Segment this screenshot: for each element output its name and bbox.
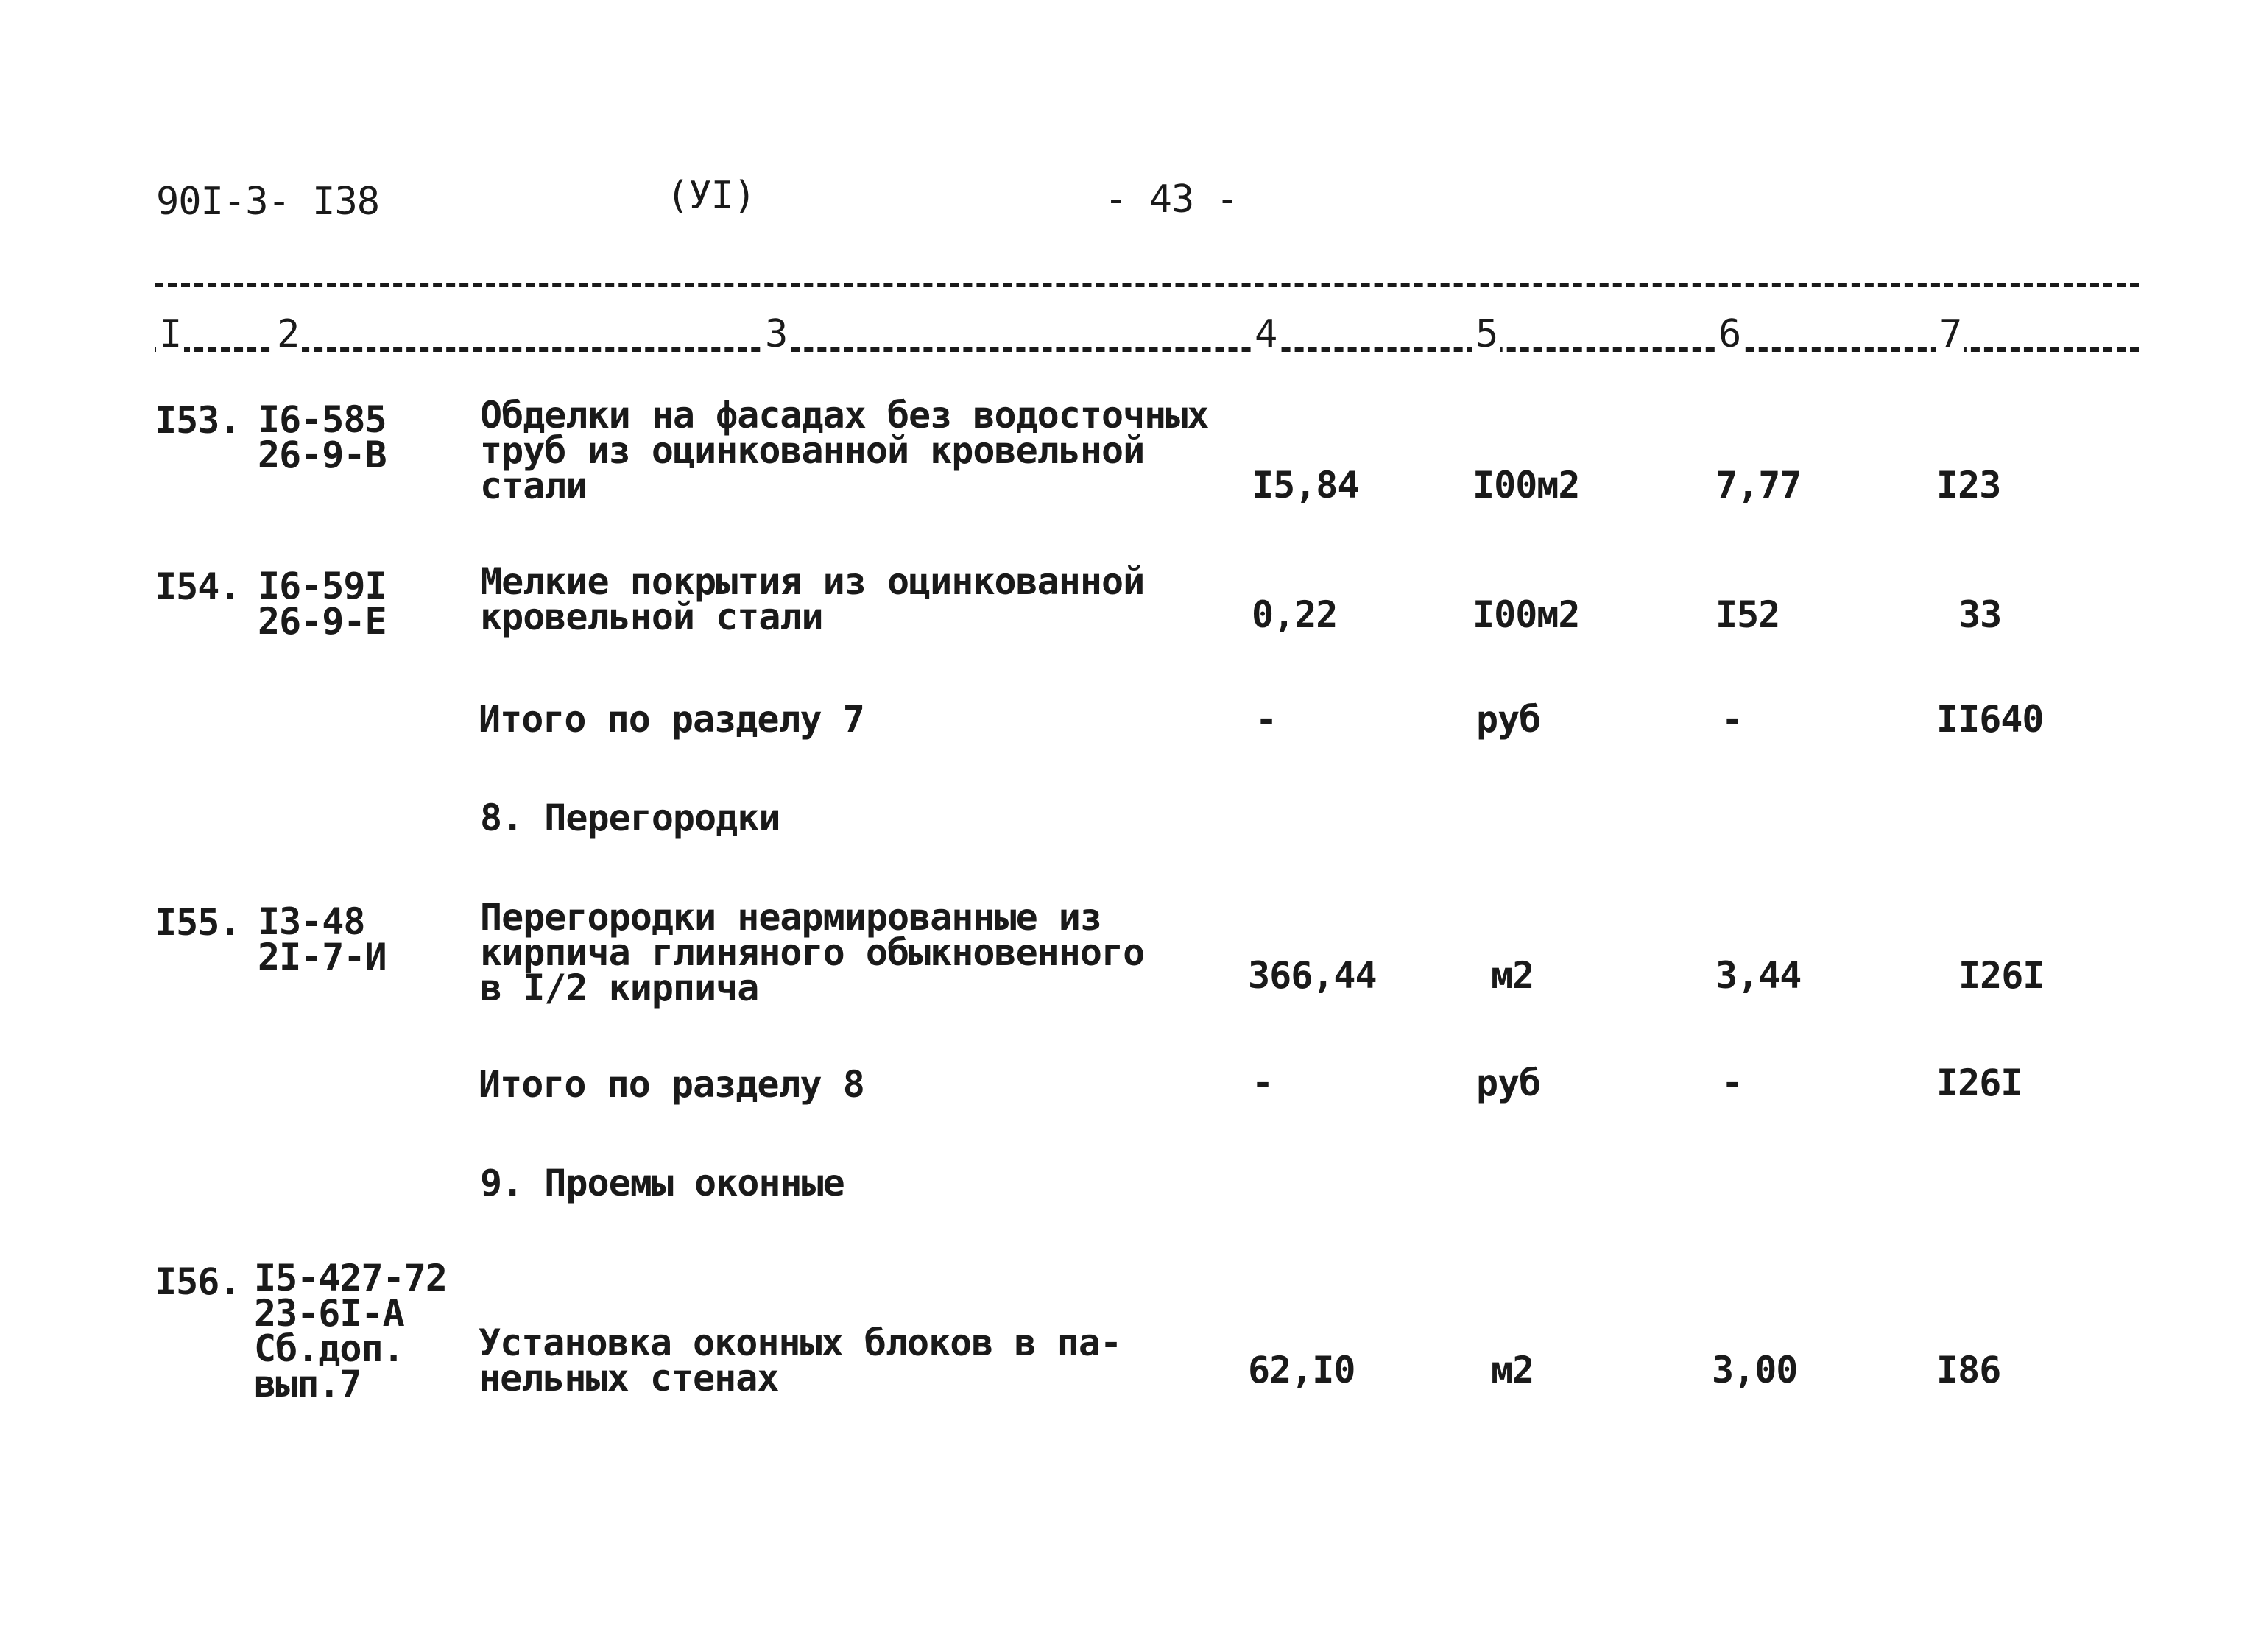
column-number-3: 3 [762, 315, 790, 353]
section-heading: 9. Проемы оконные [480, 1162, 844, 1204]
subtotal-total: II640 [1936, 698, 2044, 741]
row-norm-code: I6-585 26-9-В [258, 398, 387, 476]
row-norm-code: I5-427-72 23-6I-А Сб.доп. вып.7 [254, 1257, 447, 1405]
subtotal-label: Итого по разделу 7 [479, 698, 864, 741]
subtotal-label: Итого по разделу 8 [479, 1063, 864, 1106]
section-marker: (УI) [666, 174, 756, 218]
subtotal-unit: руб [1476, 1062, 1541, 1104]
page-number: - 43 - [1104, 177, 1238, 222]
row-description: Установка оконных блоков в па- нельных стенах [479, 1321, 1122, 1399]
subtotal-total: I26I [1936, 1062, 2022, 1104]
column-number-2: 2 [274, 315, 302, 353]
column-number-5: 5 [1472, 315, 1500, 353]
row-number: I55. [155, 901, 241, 944]
subtotal-unit: руб [1476, 698, 1541, 741]
row-unit-price: 3,44 [1715, 954, 1802, 997]
row-quantity: I5,84 [1252, 464, 1359, 506]
row-unit: I00м2 [1472, 464, 1580, 506]
row-description: Мелкие покрытия из оцинкованной кровельной стали [480, 560, 1145, 638]
row-number: I56. [155, 1260, 241, 1303]
subtotal-unit-price: - [1721, 698, 1743, 741]
row-total: I23 [1936, 464, 2001, 506]
row-quantity: 366,44 [1248, 954, 1377, 997]
row-total: I86 [1936, 1349, 2001, 1391]
document-code: 90I-3- I38 [156, 180, 380, 224]
row-unit-price: I52 [1715, 593, 1780, 636]
row-unit: I00м2 [1472, 593, 1580, 636]
table-header-rule [155, 347, 2139, 352]
row-quantity: 62,I0 [1248, 1349, 1355, 1391]
subtotal-quantity: - [1255, 698, 1277, 741]
row-unit-price: 3,00 [1712, 1349, 1798, 1391]
row-description: Перегородки неармированные из кирпича глиняного обыкновенного в I/2 кирпича [480, 896, 1145, 1009]
row-unit-price: 7,77 [1715, 464, 1802, 506]
table-top-rule [155, 283, 2139, 287]
row-norm-code: I6-59I 26-9-Е [258, 565, 387, 643]
subtotal-quantity: - [1252, 1062, 1274, 1104]
column-number-1: I [156, 315, 184, 353]
row-number: I54. [155, 565, 241, 608]
row-quantity: 0,22 [1252, 593, 1338, 636]
row-norm-code: I3-48 2I-7-И [258, 900, 387, 978]
row-description: Обделки на фасадах без водосточных труб из оцинкованной кровельной стали [480, 394, 1209, 507]
row-unit: м2 [1491, 954, 1534, 997]
column-number-7: 7 [1936, 315, 1964, 353]
column-number-4: 4 [1252, 315, 1280, 353]
row-total: I26I [1958, 954, 2045, 997]
section-heading: 8. Перегородки [480, 797, 780, 839]
row-total: 33 [1958, 593, 2002, 636]
row-number: I53. [155, 399, 241, 442]
subtotal-unit-price: - [1721, 1062, 1743, 1104]
column-number-6: 6 [1715, 315, 1743, 353]
row-unit: м2 [1491, 1349, 1534, 1391]
